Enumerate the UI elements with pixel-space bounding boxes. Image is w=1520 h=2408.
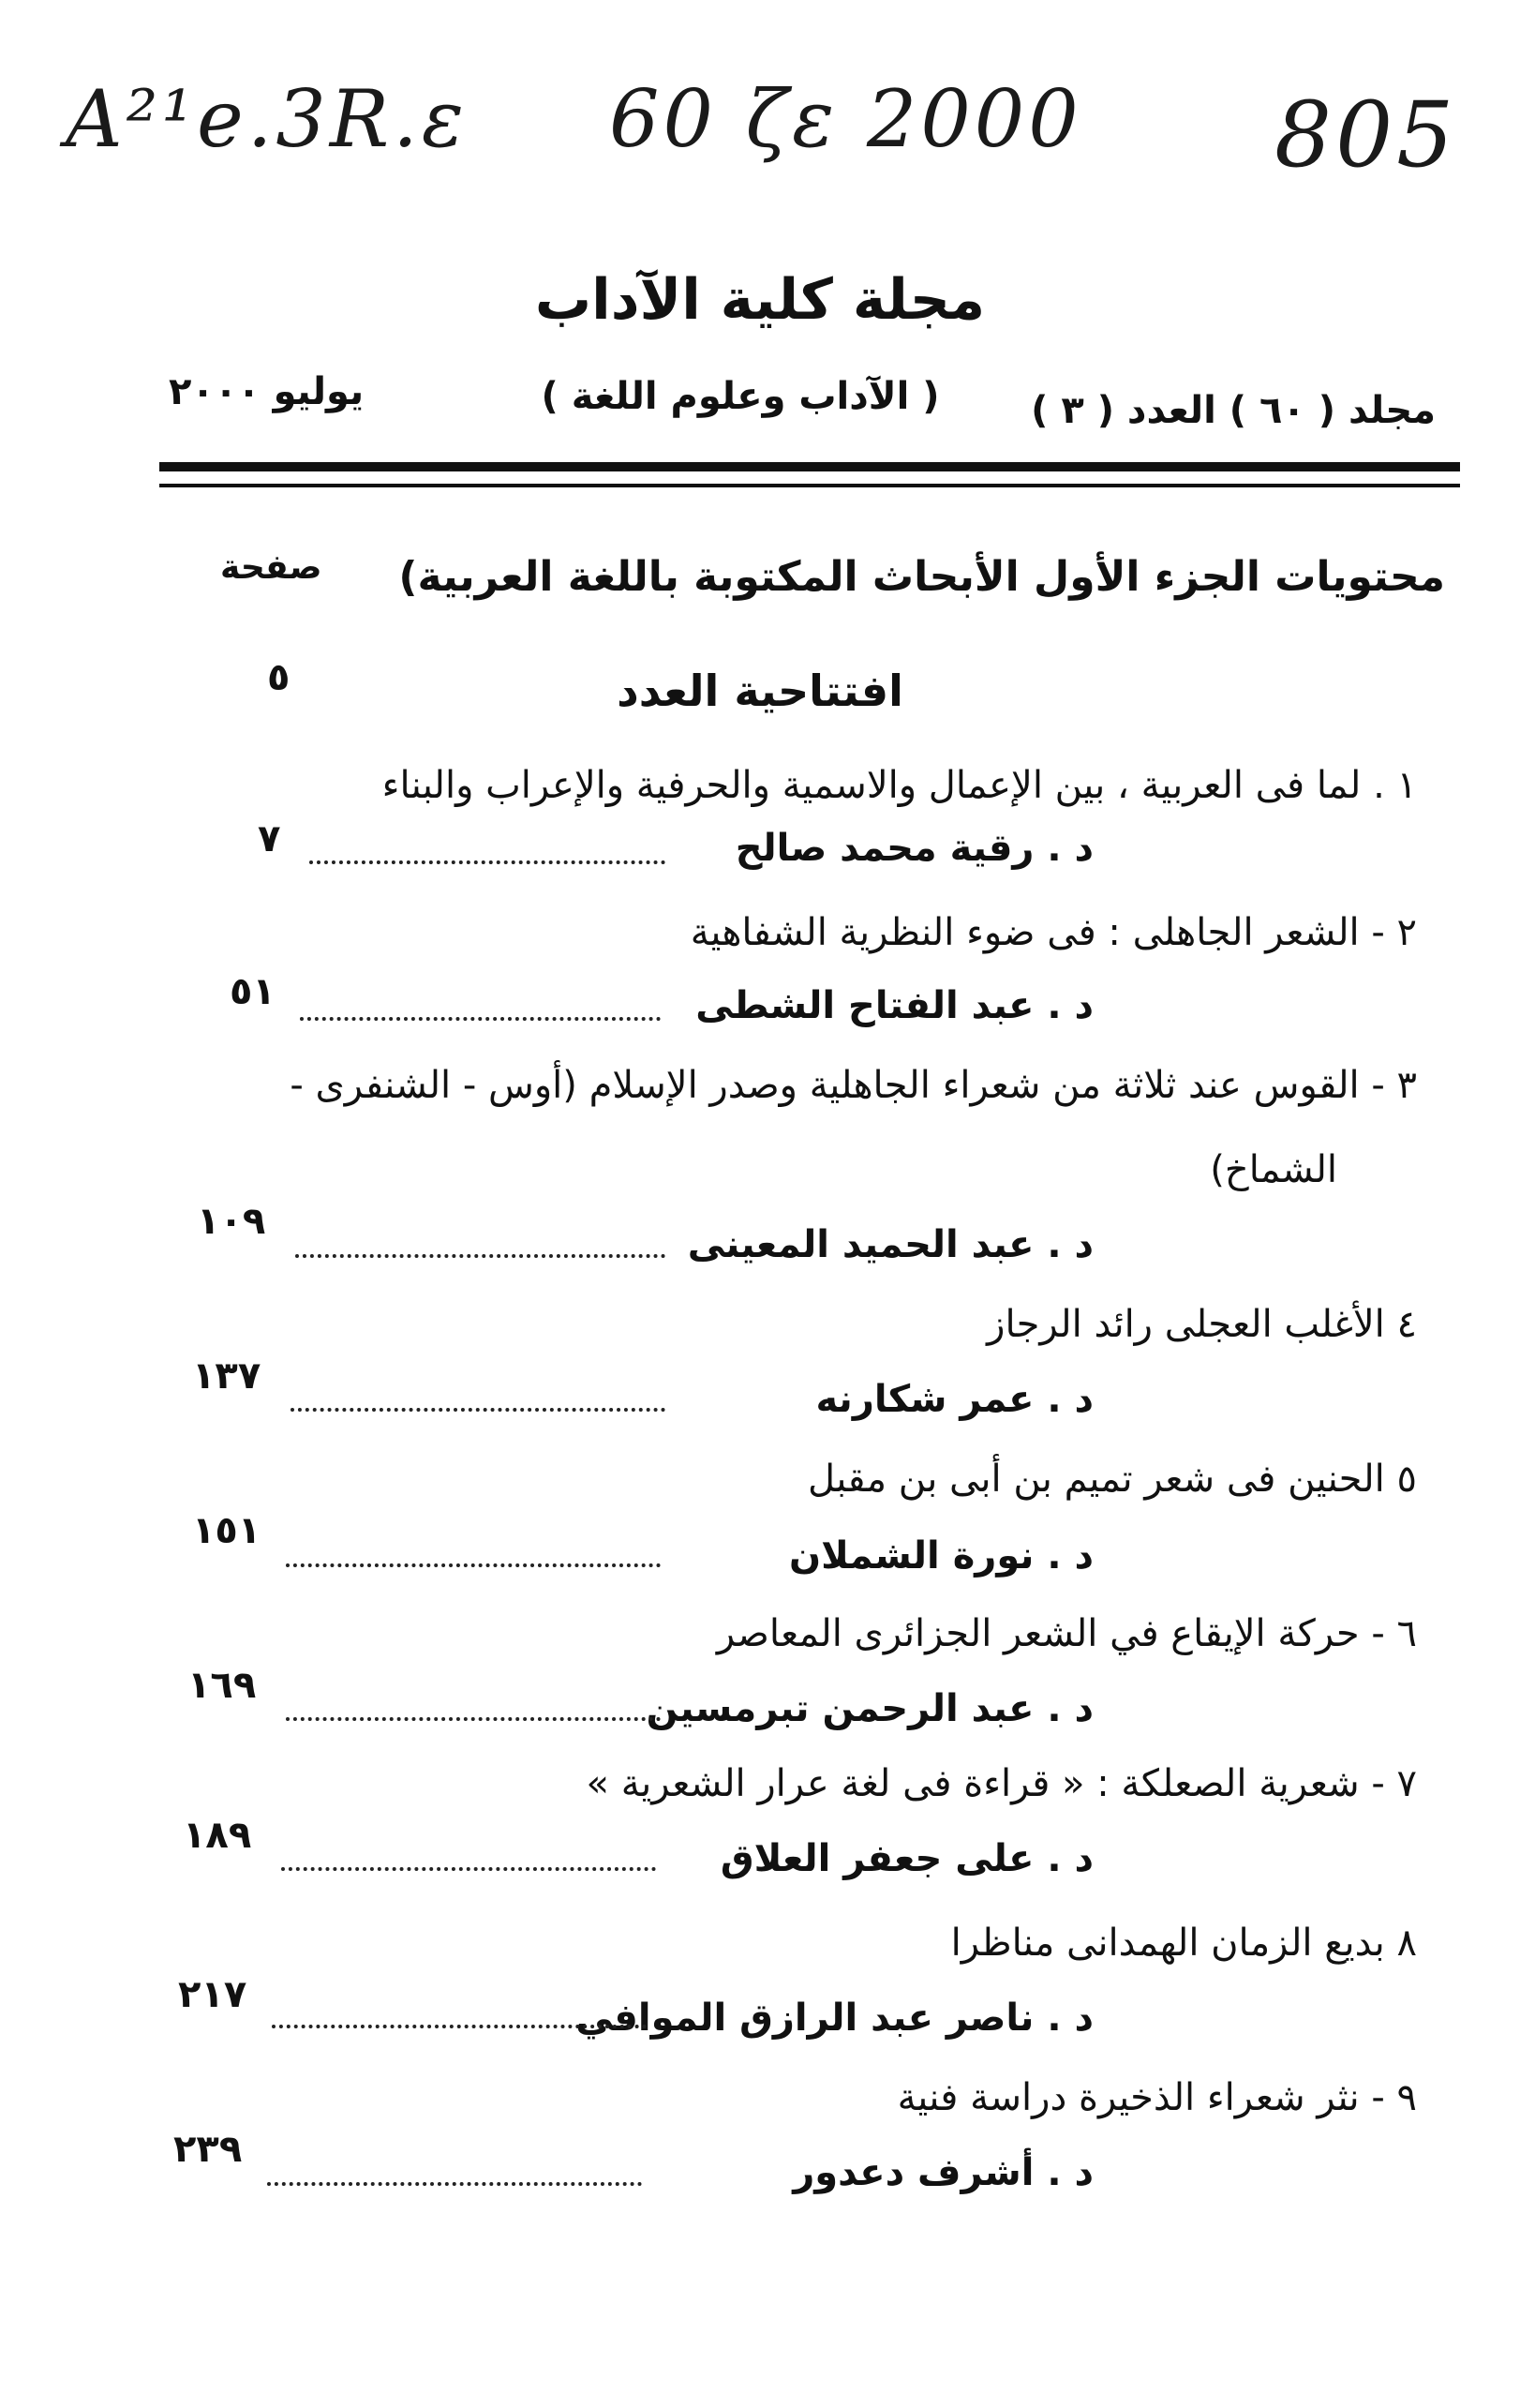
leader-dots: [291, 1408, 665, 1412]
entry-page: ١٦٩: [187, 1664, 257, 1707]
leader-dots: [286, 1717, 661, 1721]
entry-title: ٣ - القوس عند ثلاثة من شعراء الجاهلية وصدر الإسلام (أوس - الشنفرى -: [290, 1064, 1417, 1107]
leader-dots: [286, 1563, 661, 1567]
entry-page: ١٣٧: [192, 1354, 261, 1398]
handwritten-note-middle: 60 ζε 2000: [609, 73, 1082, 165]
header-rule-thin: [159, 484, 1460, 487]
entry-page: ٢٣٩: [173, 2128, 243, 2171]
handwritten-note-left: A²¹e.3R.ε: [66, 73, 468, 165]
entry-author: د . على جعفر العلاق: [720, 1837, 1094, 1880]
leader-dots: [267, 2182, 642, 2186]
leader-dots: [281, 1867, 656, 1871]
entry-title: ٨ بديع الزمان الهمدانى مناظرا: [950, 1922, 1417, 1965]
leader-dots: [300, 1017, 661, 1021]
contents-heading: محتويات الجزء الأول الأبحاث المكتوبة باللغة العربية): [398, 553, 1445, 601]
entry-title: ٥ الحنين فى شعر تميم بن أبى بن مقبل: [808, 1458, 1417, 1501]
journal-series: ( الآداب وعلوم اللغة ): [541, 375, 940, 418]
entry-title: ٧ - شعرية الصعلكة : « قراءة فى لغة عرار الشعرية »: [586, 1762, 1417, 1805]
entry-author: د . عبد الحميد المعينى: [687, 1223, 1094, 1266]
entry-author: د . رقية محمد صالح: [735, 827, 1094, 870]
entry-author: د . نورة الشملان: [789, 1534, 1094, 1578]
entry-title: ١ . لما فى العربية ، بين الإعمال والاسمية والحرفية والإعراب والبناء: [381, 764, 1417, 807]
entry-title: ٤ الأغلب العجلى رائد الرجاز: [987, 1303, 1417, 1346]
volume-issue: مجلد ( ٦٠ ) العدد ( ٣ ): [1031, 389, 1436, 432]
entry-page: ٧: [258, 817, 281, 860]
page-column-label: صفحة: [220, 548, 322, 587]
entry-page: ١٨٩: [183, 1814, 252, 1857]
entry-page: ١٥١: [192, 1509, 261, 1552]
entry-title-continued: الشماخ): [1210, 1148, 1337, 1191]
leader-dots: [295, 1254, 665, 1258]
leader-dots: [309, 860, 665, 864]
journal-title: مجلة كلية الآداب: [534, 267, 986, 333]
entry-author: د . ناصر عبد الرازق الموافي: [575, 1997, 1094, 2040]
leader-dots: [272, 2025, 647, 2028]
entry-title: ٢ - الشعر الجاهلى : فى ضوء النظرية الشفاهية: [690, 911, 1417, 954]
handwritten-note-right: 805: [1274, 82, 1458, 187]
entry-author: د . عمر شكارنه: [815, 1378, 1094, 1421]
entry-page: ٢١٧: [178, 1973, 247, 2016]
entry-page: ١٠٩: [197, 1200, 266, 1243]
entry-title: ٩ - نثر شعراء الذخيرة دراسة فنية: [897, 2076, 1417, 2119]
issue-date: يوليو ٢٠٠٠: [169, 370, 365, 413]
editorial-page: ٥: [267, 656, 291, 699]
header-rule-thick: [159, 462, 1460, 471]
entry-author: د . أشرف دعدور: [793, 2151, 1094, 2194]
entry-page: ٥١: [230, 970, 276, 1013]
entry-title: ٦ - حركة الإيقاع في الشعر الجزائرى المعاصر: [716, 1612, 1417, 1655]
editorial-title: افتتاحية العدد: [617, 666, 903, 716]
entry-author: د . عبد الفتاح الشطى: [695, 984, 1094, 1027]
entry-author: د . عبد الرحمن تبرمسين: [646, 1687, 1094, 1730]
